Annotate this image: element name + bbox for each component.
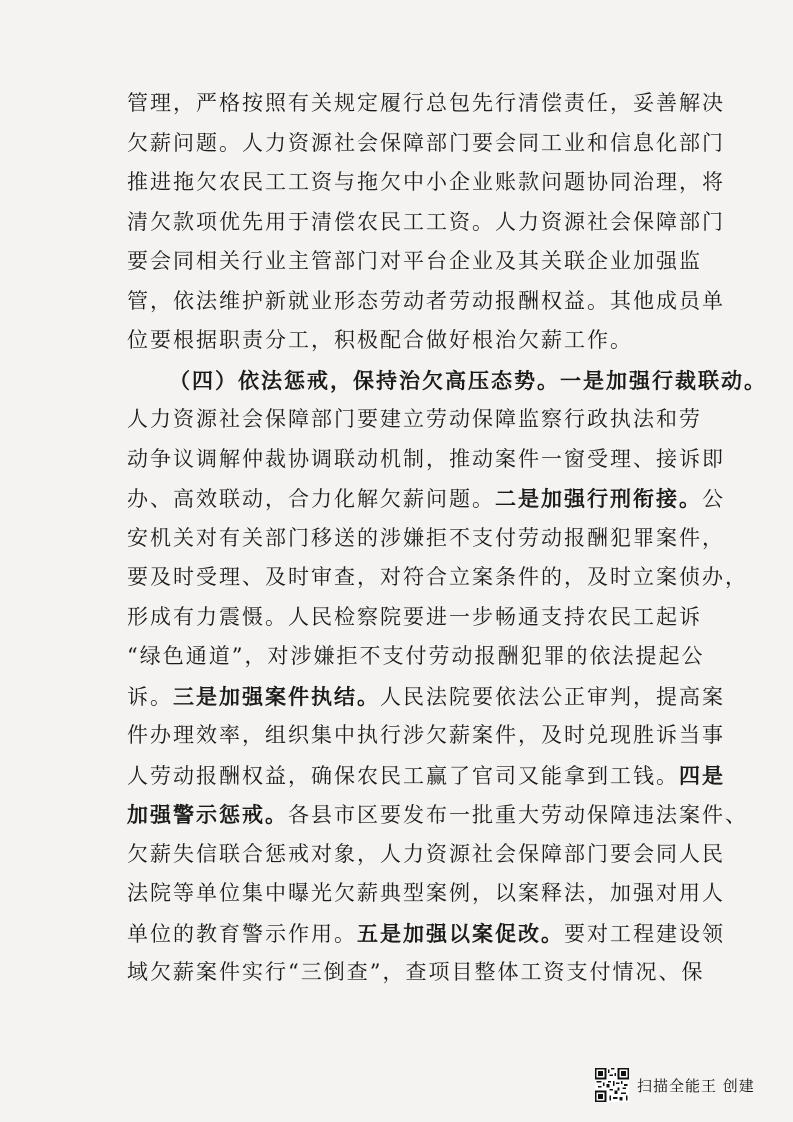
text-line <box>127 677 725 717</box>
body-text: 安机关对有关部门移送的涉嫌拒不支付劳动报酬犯罪案件， <box>127 525 725 550</box>
text-line <box>127 163 725 203</box>
body-text: 要及时受理、及时审查，对符合立案条件的，及时立案侦办， <box>127 565 748 589</box>
emphasis-text: 四是 <box>679 762 725 788</box>
body-text: 形成有力震慑。人民检察院要进一步畅通支持农民工起诉 <box>127 604 702 629</box>
body-text: 管理，严格按照有关规定履行总包先行清偿责任，妥善解决 <box>127 91 725 115</box>
emphasis-text: （四）依法惩戒，保持治欠高压态势。 <box>169 367 560 393</box>
body-text: 域欠薪案件实行“三倒查”，查项目整体工资支付情况、保 <box>127 960 705 984</box>
qr-code-icon <box>595 1068 629 1102</box>
text-line <box>127 795 748 835</box>
body-text: 欠薪失信联合惩戒对象，人力资源社会保障部门要会同人民 <box>127 841 725 866</box>
text-line <box>127 519 725 559</box>
text-line <box>127 558 748 598</box>
text-line <box>127 84 725 124</box>
scanner-watermark <box>595 1068 755 1102</box>
text-line <box>127 756 725 796</box>
body-text: 人劳动报酬权益，确保农民工赢了官司又能拿到工钱。 <box>127 763 679 788</box>
text-line <box>127 874 725 914</box>
text-line <box>127 242 702 282</box>
body-text: 办、高效联动，合力化解欠薪问题。 <box>127 487 495 511</box>
text-line <box>127 835 725 875</box>
body-text: 公 <box>702 487 725 511</box>
watermark-label: 扫描全能王 创建 <box>637 1076 755 1095</box>
body-text: 清欠款项优先用于清偿农民工工资。人力资源社会保障部门 <box>127 209 725 234</box>
text-line <box>127 203 725 243</box>
body-text: 推进拖欠农民工工资与拖欠中小企业账款问题协同治理，将 <box>127 170 725 194</box>
body-text: 人力资源社会保障部门要建立劳动保障监察行政执法和劳 <box>127 407 702 431</box>
text-line <box>127 953 705 993</box>
body-text: 管，依法维护新就业形态劳动者劳动报酬权益。其他成员单 <box>127 288 725 313</box>
text-line <box>127 479 725 519</box>
body-text: 要会同相关行业主管部门对平台企业及其关联企业加强监 <box>127 249 702 273</box>
text-line <box>127 282 725 322</box>
emphasis-text: 三是加强案件执结。 <box>173 683 380 709</box>
body-text: 要对工程建设领 <box>564 921 725 946</box>
body-text: 人民法院要依法公正审判，提高案 <box>380 684 725 709</box>
body-text: 欠薪问题。人力资源社会保障部门要会同工业和信息化部门 <box>127 130 725 155</box>
body-text: 位要根据职责分工，积极配合做好根治欠薪工作。 <box>127 328 633 352</box>
body-text: “绿色通道”，对涉嫌拒不支付劳动报酬犯罪的依法提起公 <box>127 644 705 668</box>
text-line <box>127 321 687 361</box>
body-text: 法院等单位集中曝光欠薪典型案例，以案释法，加强对用人 <box>127 881 725 905</box>
text-line <box>127 914 725 954</box>
text-line <box>127 637 705 677</box>
text-line <box>127 361 767 401</box>
text-line <box>127 716 725 756</box>
body-text: 各县市区要发布一批重大劳动保障违法案件、 <box>288 803 748 827</box>
document-body <box>127 84 767 993</box>
text-line <box>127 400 702 440</box>
body-text: 单位的教育警示作用。 <box>127 921 357 946</box>
body-text: 件办理效率，组织集中执行涉欠薪案件，及时兑现胜诉当事 <box>127 723 725 747</box>
emphasis-text: 五是加强以案促改。 <box>357 920 564 946</box>
body-text: 诉。 <box>127 684 173 709</box>
emphasis-text: 加强警示惩戒。 <box>127 802 288 827</box>
emphasis-text: 一是加强行裁联动。 <box>560 367 767 393</box>
text-line <box>127 440 725 480</box>
text-line <box>127 124 725 164</box>
body-text: 动争议调解仲裁协调联动机制，推动案件一窗受理、接诉即 <box>127 446 725 471</box>
text-line <box>127 598 702 638</box>
emphasis-text: 二是加强行刑衔接。 <box>495 486 702 511</box>
